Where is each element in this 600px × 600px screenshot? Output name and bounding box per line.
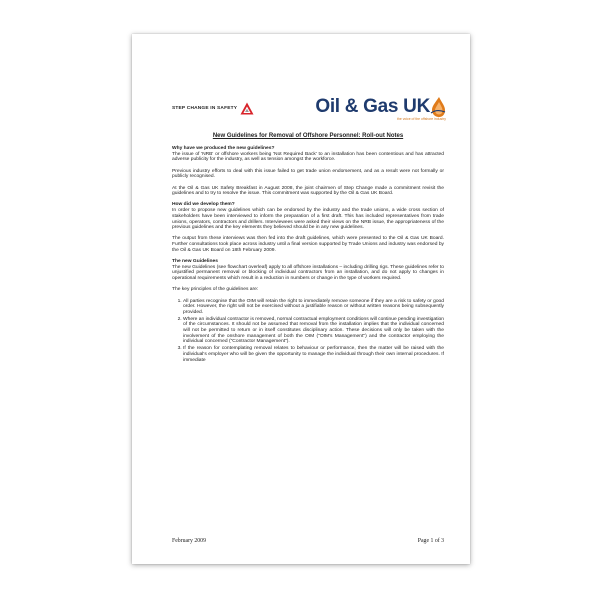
footer-date: February 2009 (172, 538, 206, 544)
paragraph: The issue of 'NRB' or offshore workers being 'Not Required Back' to an installation has been contentious and has attracted adverse publicity for the industry, as well as tension amongst the workforce. (172, 151, 444, 163)
paragraph: The key principles of the guidelines are: (172, 287, 259, 293)
page-footer (172, 538, 444, 544)
paragraph: At the Oil & Gas UK Safety Breakfast in August 2008, the joint chairmen of Step Change made a commitment revisit the guidelines and to try to resolve the issue. This commitment was supported by the Oil & Gas UK Board. (172, 185, 444, 197)
document-title: New Guidelines for Removal of Offshore Personnel: Roll-out Notes (212, 133, 404, 139)
list-item: 1. All parties recognise that the OIM will retain the right to immediately remove someone if they are a risk to safety or good order. However, the right will not be exercised without a justifiable reason or without written reasons being subsequently provided. (183, 299, 444, 316)
document-page (132, 34, 470, 564)
section-heading-how: How did we develop them? (172, 202, 235, 208)
footer-page-number: Page 1 of 3 (417, 538, 444, 544)
step-change-logo-text: STEP CHANGE IN SAFETY (172, 106, 238, 111)
page-header (152, 96, 446, 136)
step-change-logo (172, 102, 254, 115)
list-item: 2. Where an individual contractor is removed, normal contractual employment conditions will continue pending investigation of the circumstances. It should not be assumed that removal from the installation implies that the individual concerned will not be permitted to return or in itself constitutes disciplinary action. These decisions will only be taken with the involvement of the onshore management of both the OIM ("OIM's Management") and the contractor employing the individual concerned ("Contractor Management"). (183, 317, 444, 346)
oil-gas-uk-logo-text: Oil & Gas UK (315, 96, 430, 117)
list-item: 3. If the reason for contemplating removal relates to behaviour or performance, then the matter will be raised with the individual's employer who will be given the opportunity to manage the individual through their own internal procedures. If immediate (183, 346, 444, 363)
paragraph: In order to propose new guidelines which can be endorsed by the industry and the trade unions, a wide cross section of stakeholders have been interviewed to inform the preparation of a first draft. This has included representatives from trade unions, operators, contractors and drillers. Interviewees were asked their views on the NRB issue, the appropriateness of the previous guidelines and the key elements they believed should be in any new guidelines. (172, 208, 444, 231)
paragraph: The new Guidelines (see flowchart overleaf) apply to all offshore installations – including drilling rigs. These guidelines refer to unjustified permanent removal or blocking of individual contractors from an installation, and do not apply to changes in operational requirements which result in a reduction in numbers or change in the type of workers required. (172, 264, 444, 282)
paragraph: Previous industry efforts to deal with this issue failed to get trade union endorsement, and as a result were not formally or publicly recognised. (172, 168, 444, 180)
paragraph: The output from these interviews was then fed into the draft guidelines, which were presented to the Oil & Gas UK Board. Further consultations took place across industry until a final version supported by Trade Unions and industry was endorsed by the Oil & Gas UK Board on 18th February 2009. (172, 236, 444, 253)
section-heading-why: Why have we produced the new guidelines? (172, 146, 275, 151)
oil-gas-uk-tagline: the voice of the offshore industry (397, 117, 446, 121)
document-body (172, 132, 444, 364)
section-heading-new-guidelines: The new Guidelines (172, 259, 218, 265)
oil-gas-uk-drop-icon (430, 96, 446, 118)
oil-gas-uk-logo (315, 96, 446, 121)
key-principles-list (172, 299, 444, 364)
step-change-triangle-icon (240, 102, 254, 115)
